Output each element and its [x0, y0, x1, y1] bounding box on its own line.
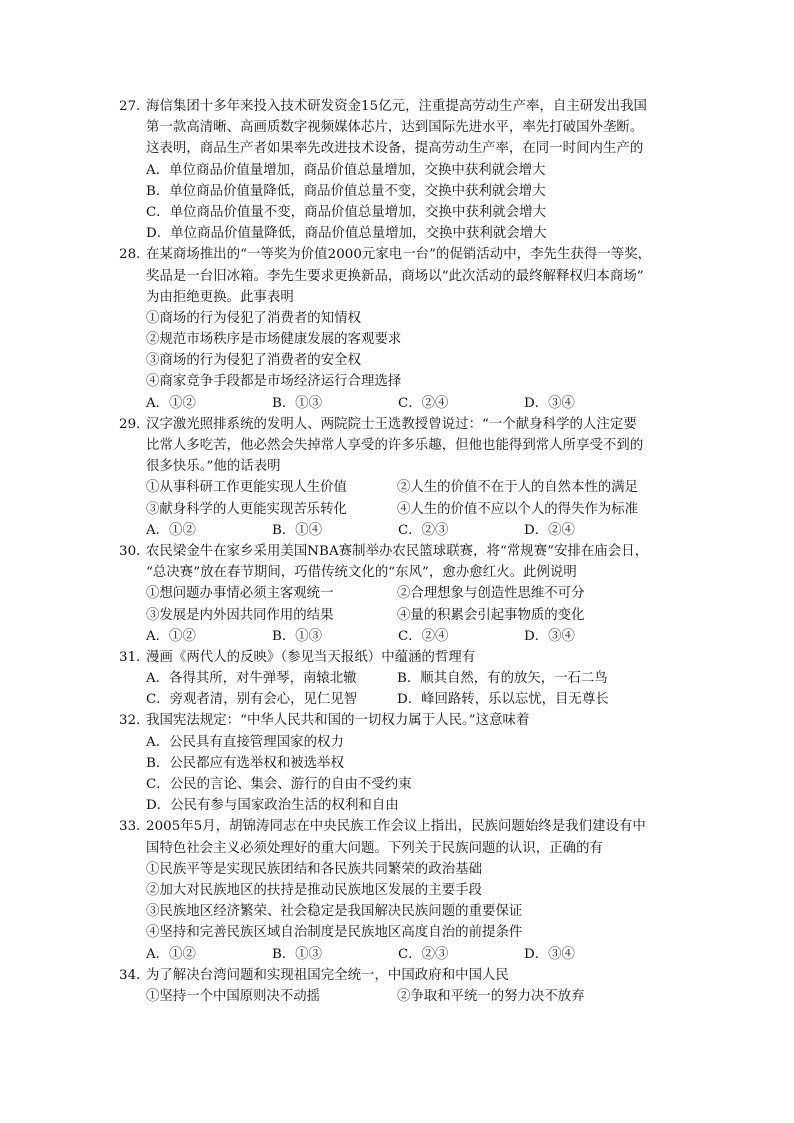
question-stem-line: 在某商场推出的“一等奖为价值2000元家电一台”的促销活动中，李先生获得一等奖， [146, 247, 652, 263]
question-number: 28． [119, 247, 150, 263]
question-30 [119, 541, 679, 647]
option-b: B．顺其自然，有的放矢，一石二鸟 [397, 671, 608, 687]
question-stem-line: 比常人多吃苦，他必然会失掉常人享受的许多乐趣，但他也能得到常人所享受不到的 [146, 438, 644, 453]
question-number: 32． [119, 713, 150, 729]
question-stem-line: 2005年5月，胡锦涛同志在中央民族工作会议上指出，民族问题始终是我们建设有中 [146, 819, 646, 835]
question-number: 31． [119, 649, 150, 665]
statement-4: ④量的积累会引起事物质的变化 [397, 607, 585, 623]
option-b: B．单位商品价值量降低，商品价值总量不变，交换中获利就会增大 [146, 183, 546, 199]
statement-4: ④坚持和完善民族区域自治制度是民族地区高度自治的前提条件 [146, 925, 523, 941]
statement-2: ②合理想象与创造性思维不可分 [397, 586, 585, 602]
option-row [119, 668, 679, 689]
choice-a: A．①② [146, 628, 196, 644]
statement-1: ①从事科研工作更能实现人生价值 [146, 480, 347, 496]
choice-c: C．②③ [398, 946, 449, 962]
choice-b: B．①③ [272, 946, 323, 962]
choice-d: D．③④ [524, 946, 575, 962]
question-stem-line: 为由拒绝更换。此事表明 [146, 289, 294, 305]
option-d: D．公民有参与国家政治生活的权利和自由 [146, 798, 399, 814]
choice-c: C．②③ [398, 522, 449, 538]
statement-1: ①坚持一个中国原则决不动摇 [146, 988, 321, 1004]
choice-b: B．①③ [272, 395, 323, 411]
question-stem-line: 奖品是一台旧冰箱。李先生要求更换新品，商场以“此次活动的最终解释权归本商场” [146, 268, 644, 284]
statement-row [119, 605, 679, 626]
question-29 [119, 414, 679, 541]
question-number: 33． [119, 819, 150, 835]
choice-c: C．②④ [398, 628, 449, 644]
option-b: B．公民都应有选举权和被选举权 [146, 755, 345, 771]
question-stem-line: 海信集团十多年来投入技术研发资金15亿元，注重提高劳动生产率，自主研发出我国 [146, 99, 647, 114]
statement-row [119, 499, 679, 520]
question-27 [119, 96, 679, 244]
question-32 [119, 710, 679, 816]
choice-a: A．①② [146, 522, 196, 538]
question-stem-line: 我国宪法规定：“中华人民共和国的一切权力属于人民。”这意味着 [146, 713, 530, 729]
choice-row [119, 944, 679, 965]
question-stem-line: 第一款高清晰、高画质数字视频媒体芯片，达到国际先进水平，率先打破国外垄断。 [146, 120, 644, 136]
statement-row [119, 986, 679, 1007]
question-stem-line: 汉字激光照排系统的发明人、两院院士王选教授曾说过：“一个献身科学的人注定要 [146, 416, 637, 432]
option-d: D．峰回路转，乐以忘忧，目无尊长 [397, 692, 609, 708]
statement-1: ①商场的行为侵犯了消费者的知情权 [146, 310, 362, 326]
statement-2: ②规范市场秩序是市场健康发展的客观要求 [146, 332, 402, 348]
choice-row [119, 393, 679, 414]
question-stem-line: 漫画《两代人的反映》（参见当天报纸）中蕴涵的哲理有 [146, 649, 476, 665]
question-28 [119, 244, 679, 414]
choice-d: D．②④ [524, 522, 575, 538]
statement-2: ②争取和平统一的努力决不放弃 [397, 988, 585, 1004]
option-d: D．单位商品价值量降低，商品价值总量增加，交换中获利就会增大 [146, 226, 547, 242]
choice-b: B．①④ [272, 522, 323, 538]
option-a: A．公民具有直接管理国家的权力 [146, 734, 344, 750]
question-31 [119, 647, 679, 711]
statement-2: ②人生的价值不在于人的自然本性的满足 [397, 480, 639, 496]
choice-row [119, 626, 679, 647]
question-stem-line: “总决赛”放在春节期间，巧借传统文化的“东风”，愈办愈红火。此例说明 [146, 565, 577, 581]
question-number: 30． [119, 543, 150, 559]
question-33 [119, 816, 679, 964]
statement-3: ③献身科学的人更能实现苦乐转化 [146, 501, 347, 517]
question-number: 27． [119, 99, 150, 114]
choice-a: A．①② [146, 395, 196, 411]
option-a: A．单位商品价值量增加，商品价值总量增加，交换中获利就会增大 [146, 162, 546, 178]
statement-1: ①想问题办事情必须主客观统一 [146, 586, 334, 602]
choice-a: A．①② [146, 946, 196, 962]
option-row [119, 689, 679, 710]
question-stem-line: 为了解决台湾问题和实现祖国完全统一，中国政府和中国人民 [146, 967, 509, 983]
question-number: 29． [119, 416, 150, 432]
choice-b: B．①③ [272, 628, 323, 644]
choice-d: D．③④ [524, 395, 575, 411]
option-a: A．各得其所，对牛弹琴，南辕北辙 [146, 671, 357, 687]
question-stem-line: 国特色社会主义必须处理好的重大问题。下列关于民族问题的认识，正确的有 [146, 840, 603, 856]
statement-row [119, 583, 679, 604]
statement-3: ③发展是内外因共同作用的结果 [146, 607, 334, 623]
choice-d: D．③④ [524, 628, 575, 644]
statement-3: ③民族地区经济繁荣、社会稳定是我国解决民族问题的重要保证 [146, 904, 523, 920]
question-34 [119, 965, 679, 1007]
question-stem-line: 这表明，商品生产者如果率先改进技术设备，提高劳动生产率，在同一时间内生产的 [146, 141, 644, 157]
statement-row [119, 477, 679, 498]
option-c: C．公民的言论、集会、游行的自由不受约束 [146, 777, 412, 792]
statement-4: ④人生的价值不应以个人的得失作为标准 [397, 501, 639, 517]
choice-row [119, 520, 679, 541]
statement-4: ④商家竞争手段都是市场经济运行合理选择 [146, 374, 402, 390]
exam-page [119, 96, 679, 1007]
choice-c: C．②④ [398, 395, 449, 411]
statement-1: ①民族平等是实现民族团结和各民族共同繁荣的政治基础 [146, 861, 483, 877]
statement-3: ③商场的行为侵犯了消费者的安全权 [146, 353, 362, 369]
statement-2: ②加大对民族地区的扶持是推动民族地区发展的主要手段 [146, 882, 483, 898]
option-c: C．单位商品价值量不变，商品价值总量增加，交换中获利就会增大 [146, 204, 547, 220]
option-c: C．旁观者清，别有会心，见仁见智 [146, 692, 358, 708]
question-number: 34． [119, 967, 150, 983]
question-stem-line: 农民梁金牛在家乡采用美国NBA赛制举办农民篮球联赛，将“常规赛”安排在庙会日， [146, 543, 649, 559]
question-stem-line: 很多快乐。”他的话表明 [146, 459, 281, 475]
